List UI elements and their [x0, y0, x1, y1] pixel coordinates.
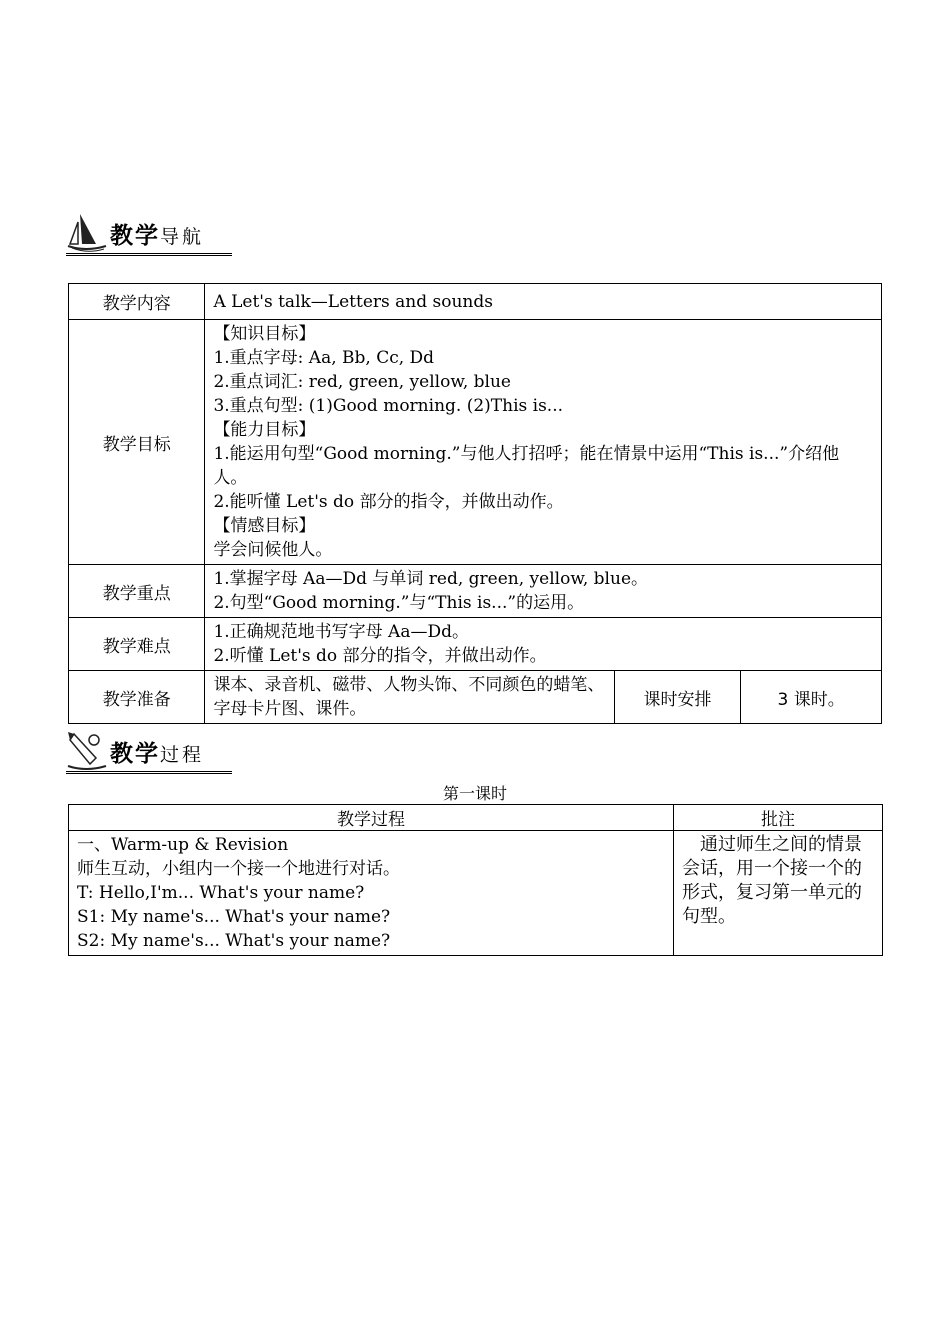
objective-line: 【能力目标】	[213, 420, 316, 440]
key-points-list	[205, 565, 882, 618]
preparation-label: 教学准备	[69, 671, 205, 724]
teaching-guide-table	[68, 283, 882, 724]
sailboat-icon	[66, 210, 108, 254]
difficulty-line: 1.正确规范地书写字母 Aa—Dd。	[213, 622, 469, 642]
objective-line: 2.能听懂 Let's do 部分的指令，并做出动作。	[213, 492, 564, 512]
schedule-value: 3 课时。	[741, 671, 882, 724]
process-section-header	[66, 728, 232, 774]
objective-line: 学会问候他人。	[213, 540, 333, 560]
objectives-label: 教学目标	[69, 320, 205, 565]
process-steps	[69, 831, 674, 956]
lesson-caption: 第一课时	[442, 784, 507, 803]
nav-section-title: 教学导航	[110, 223, 205, 249]
content-value: A Let's talk—Letters and sounds	[205, 284, 882, 320]
pencil-figure-icon	[66, 728, 108, 772]
difficulties-list	[205, 618, 882, 671]
step-line: T: Hello,I'm... What's your name?	[77, 883, 365, 903]
step-line: 师生互动，小组内一个接一个地进行对话。	[77, 859, 400, 879]
step-line: 一、Warm-up & Revision	[77, 835, 289, 855]
teaching-process-table	[68, 804, 883, 956]
objective-line: 1.能运用句型“Good morning.”与他人打招呼；能在情景中运用“This is...”介绍他人。	[213, 444, 840, 488]
step-line: S1: My name's... What's your name?	[77, 907, 391, 927]
objective-line: 2.重点词汇: red, green, yellow, blue	[213, 372, 511, 392]
step-line: S2: My name's... What's your name?	[77, 931, 391, 951]
key-point-line: 1.掌握字母 Aa—Dd 与单词 red, green, yellow, blue。	[213, 569, 648, 589]
objective-line: 1.重点字母: Aa, Bb, Cc, Dd	[213, 348, 435, 368]
schedule-label: 课时安排	[614, 671, 741, 724]
objective-line: 3.重点句型: (1)Good morning. (2)This is...	[213, 396, 564, 416]
difficulties-label: 教学难点	[69, 618, 205, 671]
process-column-header: 教学过程	[69, 805, 674, 831]
key-point-line: 2.句型“Good morning.”与“This is...”的运用。	[213, 593, 585, 613]
notes-column-header: 批注	[674, 805, 883, 831]
preparation-value: 课本、录音机、磁带、人物头饰、不同颜色的蜡笔、字母卡片图、课件。	[205, 671, 614, 724]
key-points-label: 教学重点	[69, 565, 205, 618]
process-section-title: 教学过程	[110, 741, 205, 767]
objective-line: 【知识目标】	[213, 324, 316, 344]
objective-line: 【情感目标】	[213, 516, 316, 536]
content-label: 教学内容	[69, 284, 205, 320]
objectives-list	[205, 320, 882, 565]
difficulty-line: 2.听懂 Let's do 部分的指令，并做出动作。	[213, 646, 547, 666]
process-note: 通过师生之间的情景会话，用一个接一个的形式，复习第一单元的句型。	[674, 831, 883, 956]
nav-section-header	[66, 210, 232, 256]
